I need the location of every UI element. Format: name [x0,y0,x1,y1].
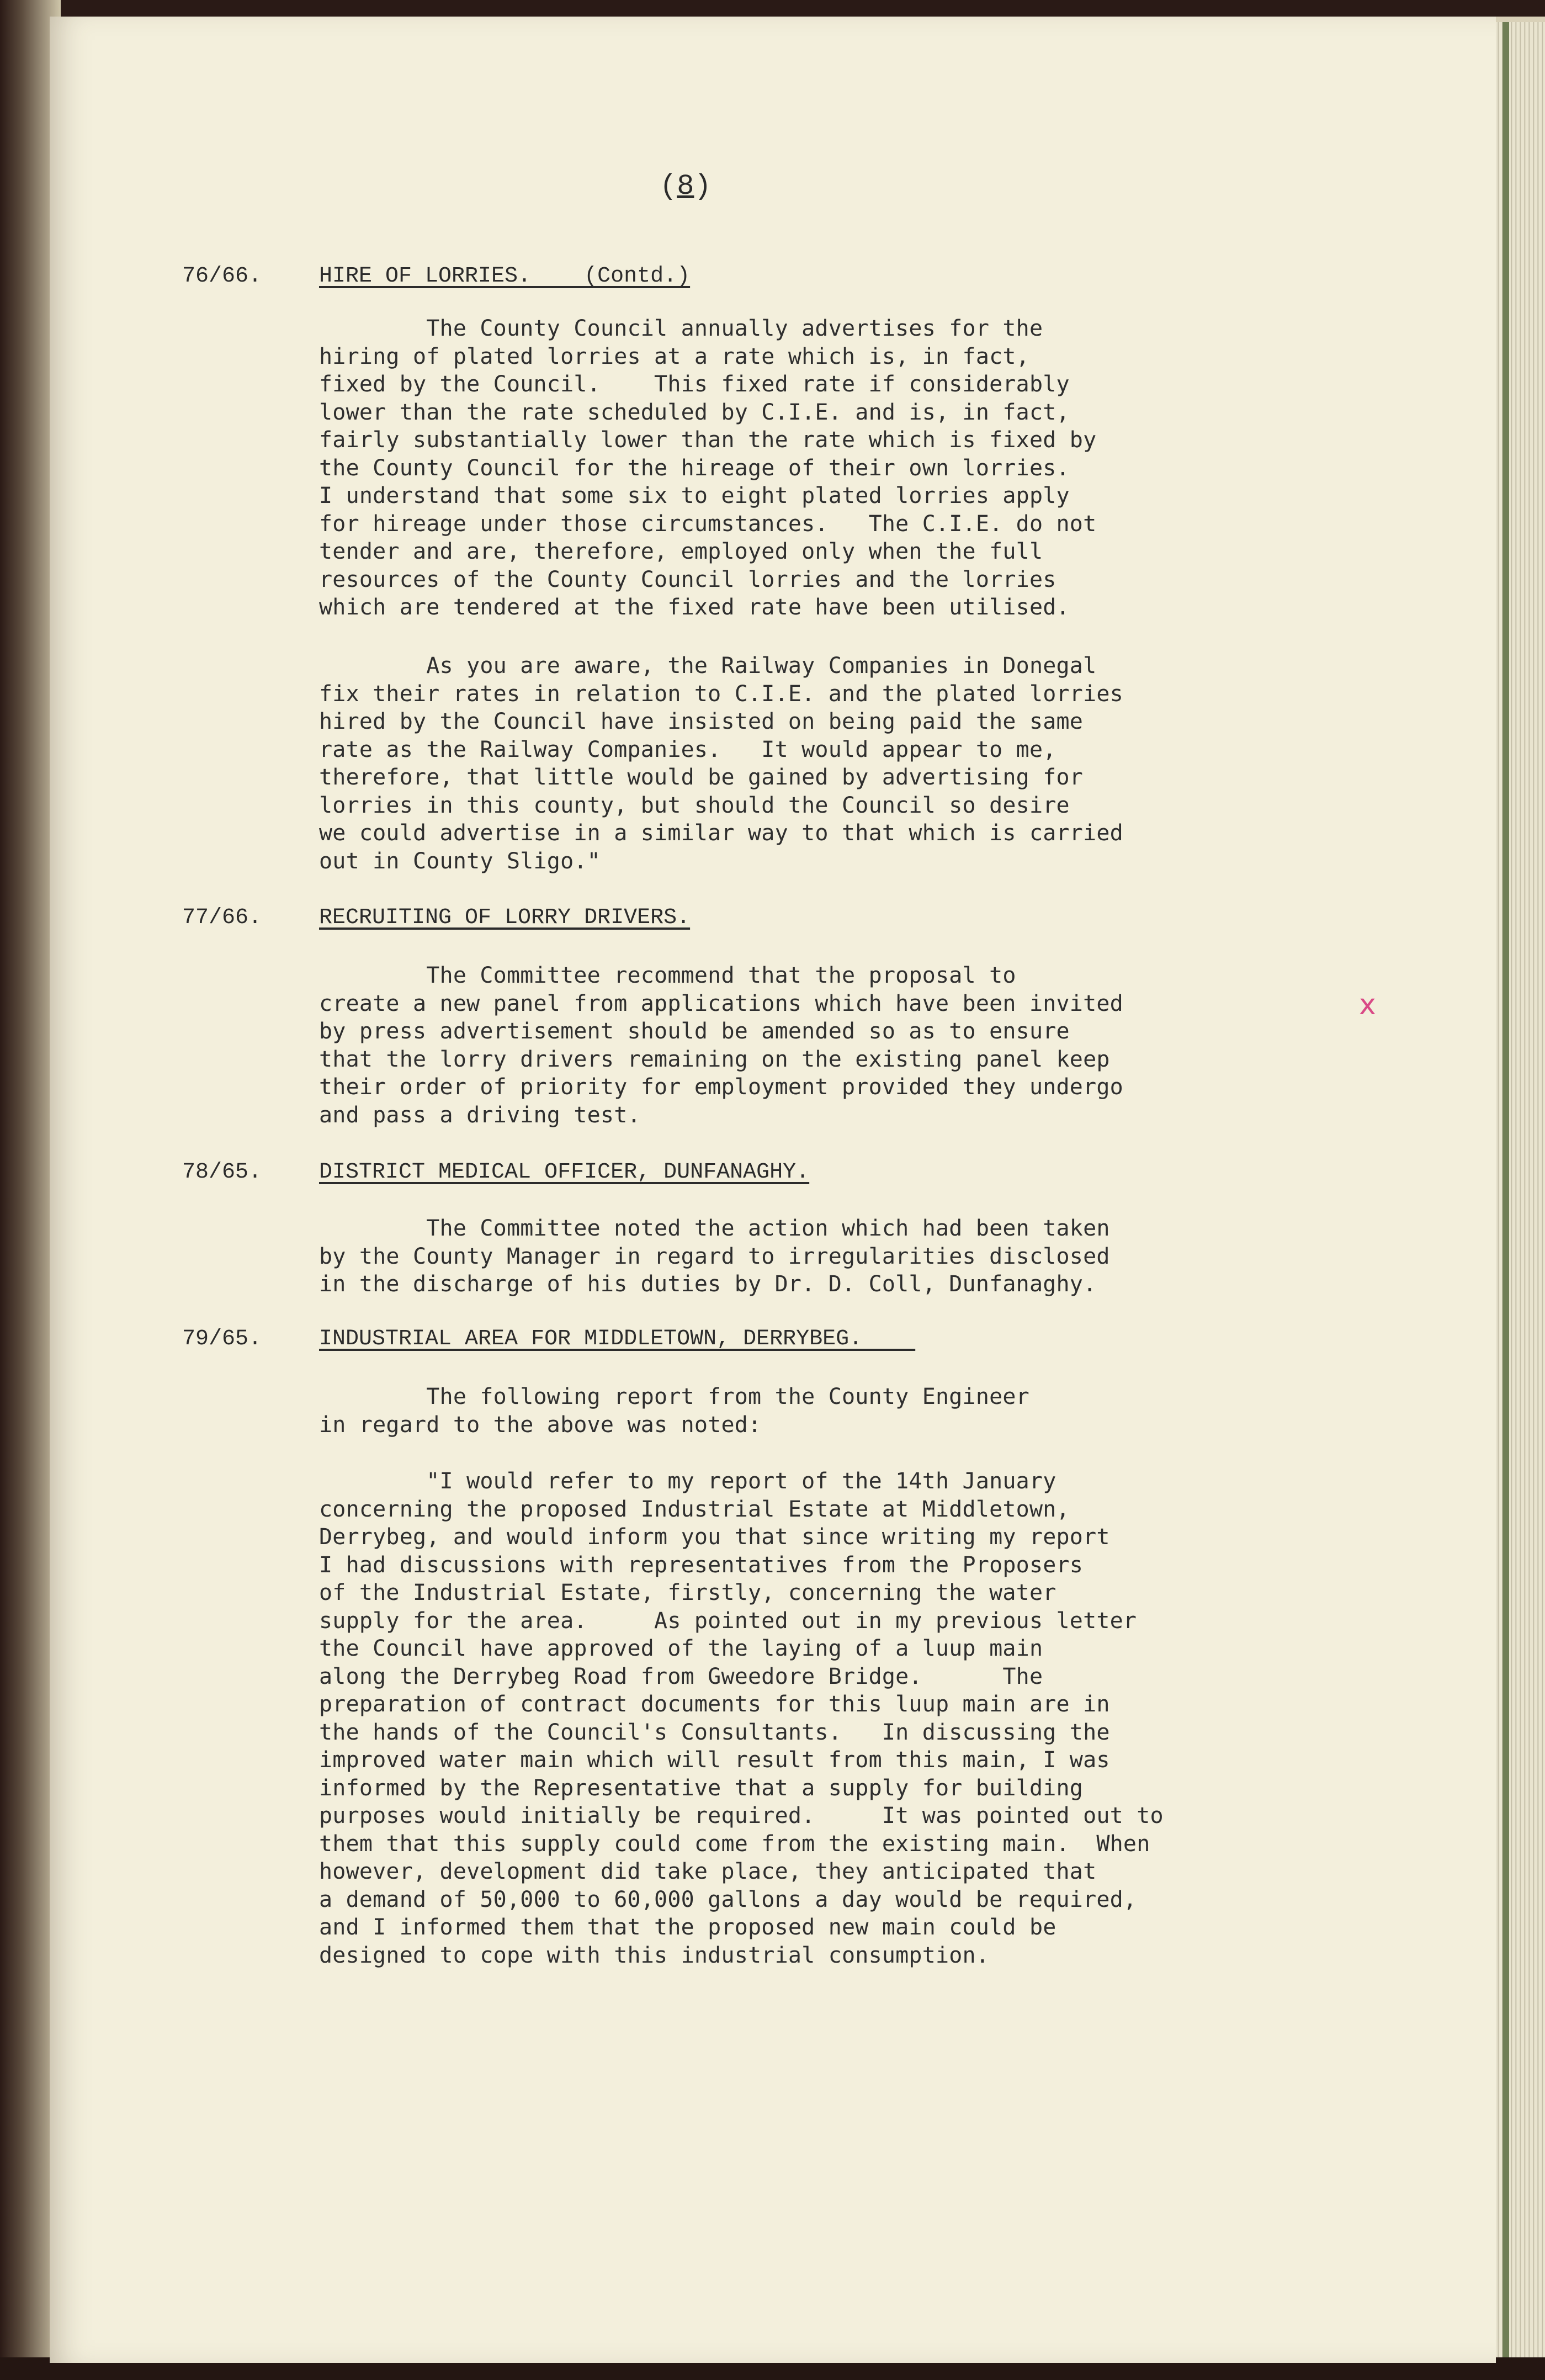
item-heading: INDUSTRIAL AREA FOR MIDDLETOWN, DERRYBEG. [319,1327,916,1351]
item-number: 77/66. [182,905,262,930]
paragraph: The following report from the County Engineer in regard to the above was noted: [319,1384,1029,1438]
item-number: 79/65. [182,1327,262,1351]
paragraph: The County Council annually advertises for the hiring of plated lorries at a rate which is, in fact, fixed by the Council. This fixed rate if considerably lower than the rate scheduled by C.I.E. and is, in fact, fairly substantially lower than the rate which is fixed by the County Council for the hireage of their own lorries. I understand that some six to eight plated lorries apply for hireage under those circumstances. The C.I.E. do not tender and are, therefore, employed only when the full resources of the County Council lorries and the lorries which are tendered at the fixed rate have been utilised. [319,316,1097,620]
paragraph: The Committee recommend that the proposal to create a new panel from applications which have been invited by press advertisement should be amended so as to ensure that the lorry drivers remaining on the existing panel keep their order of priority for employment provided they undergo and pass a driving test. [319,963,1123,1128]
bookmark-ribbon [1502,22,1509,2363]
item-number: 78/65. [182,1160,262,1185]
paragraph: The Committee noted the action which had been taken by the County Manager in regard to irregularities disclosed in the discharge of his duties by Dr. D. Coll, Dunfanaghy. [319,1216,1110,1297]
page-number-value: 8 [677,170,694,203]
item-heading: DISTRICT MEDICAL OFFICER, DUNFANAGHY. [319,1160,810,1185]
item-heading: RECRUITING OF LORRY DRIVERS. [319,905,691,930]
margin-mark: x [1359,988,1376,1021]
item-heading: HIRE OF LORRIES. (Contd.) [319,264,691,289]
page-stack-edges [1490,22,1545,2363]
page-number: (8) [660,170,712,203]
paragraph: "I would refer to my report of the 14th January concerning the proposed Industrial Estate at Middletown, Derrybeg, and would inform you that since writing my report I had discussions with representatives from the Proposers of the Industrial Estate, firstly, concerning the water supply for the area. As pointed out in my previous letter the Council have approved of the laying of a luup main along the Derrybeg Road from Gweedore Bridge. The preparation of contract documents for this luup main are in the hands of the Council's Consultants. In discussing the improved water main which will result from this main, I was informed by the Representative that a supply for building purposes would initially be required. It was pointed out to them that this supply could come from the existing main. When however, development did take place, they anticipated that a demand of 50,000 to 60,000 gallons a day would be required, and I informed them that the proposed new main could be designed to cope with this industrial consumption. [319,1469,1164,1968]
item-number: 76/66. [182,264,262,289]
paragraph: As you are aware, the Railway Companies in Donegal fix their rates in relation to C.I.E. and the plated lorries hired by the Council have insisted on being paid the same rate as the Railway Companies. It would appear to me, therefore, that little would be gained by advertising for lorries in this county, but should the Council so desire we could advertise in a similar way to that which is carried out in County Sligo." [319,653,1123,874]
top-dark-edge [0,0,1545,17]
